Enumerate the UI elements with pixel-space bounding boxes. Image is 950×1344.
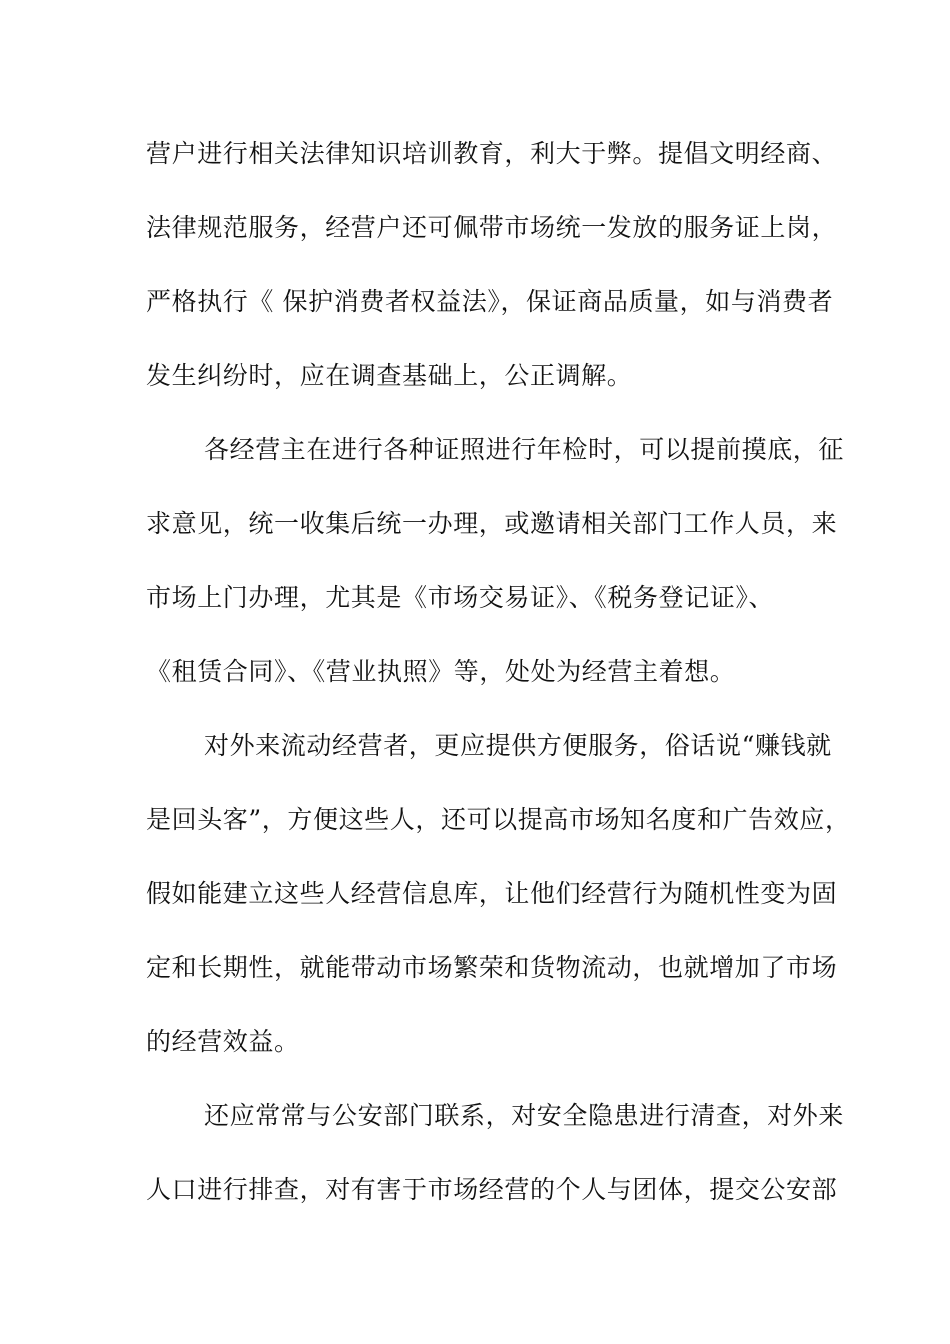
text-line: 假如能建立这些人经营信息库，让他们经营行为随机性变为固 xyxy=(146,879,838,908)
text-line: 定和长期性，就能带动市场繁荣和货物流动，也就增加了市场 xyxy=(146,953,838,982)
paragraph-first-line: 各经营主在进行各种证照进行年检时，可以提前摸底，征 xyxy=(204,435,845,464)
text-line: 人口进行排查，对有害于市场经营的个人与团体，提交公安部 xyxy=(146,1175,838,1204)
text-line: 求意见，统一收集后统一办理，或邀请相关部门工作人员，来 xyxy=(146,509,838,538)
text-line: 是回头客”，方便这些人，还可以提高市场知名度和广告效应， xyxy=(146,805,851,834)
text-line: 《租赁合同》、《营业执照》等，处处为经营主着想。 xyxy=(146,657,736,686)
text-line: 市场上门办理，尤其是《市场交易证》、《税务登记证》、 xyxy=(146,583,775,612)
text-line: 法律规范服务，经营户还可佩带市场统一发放的服务证上岗， xyxy=(146,213,838,242)
paragraph-first-line: 还应常常与公安部门联系，对安全隐患进行清查，对外来 xyxy=(204,1101,845,1130)
text-line: 营户进行相关法律知识培训教育，利大于弊。提倡文明经商、 xyxy=(146,139,838,168)
text-line: 严格执行《 保护消费者权益法》，保证商品质量，如与消费者 xyxy=(146,287,834,316)
text-line: 发生纠纷时，应在调查基础上，公正调解。 xyxy=(146,361,633,390)
paragraph-first-line: 对外来流动经营者，更应提供方便服务，俗话说“赚钱就 xyxy=(204,731,832,760)
text-line: 的经营效益。 xyxy=(146,1027,300,1056)
